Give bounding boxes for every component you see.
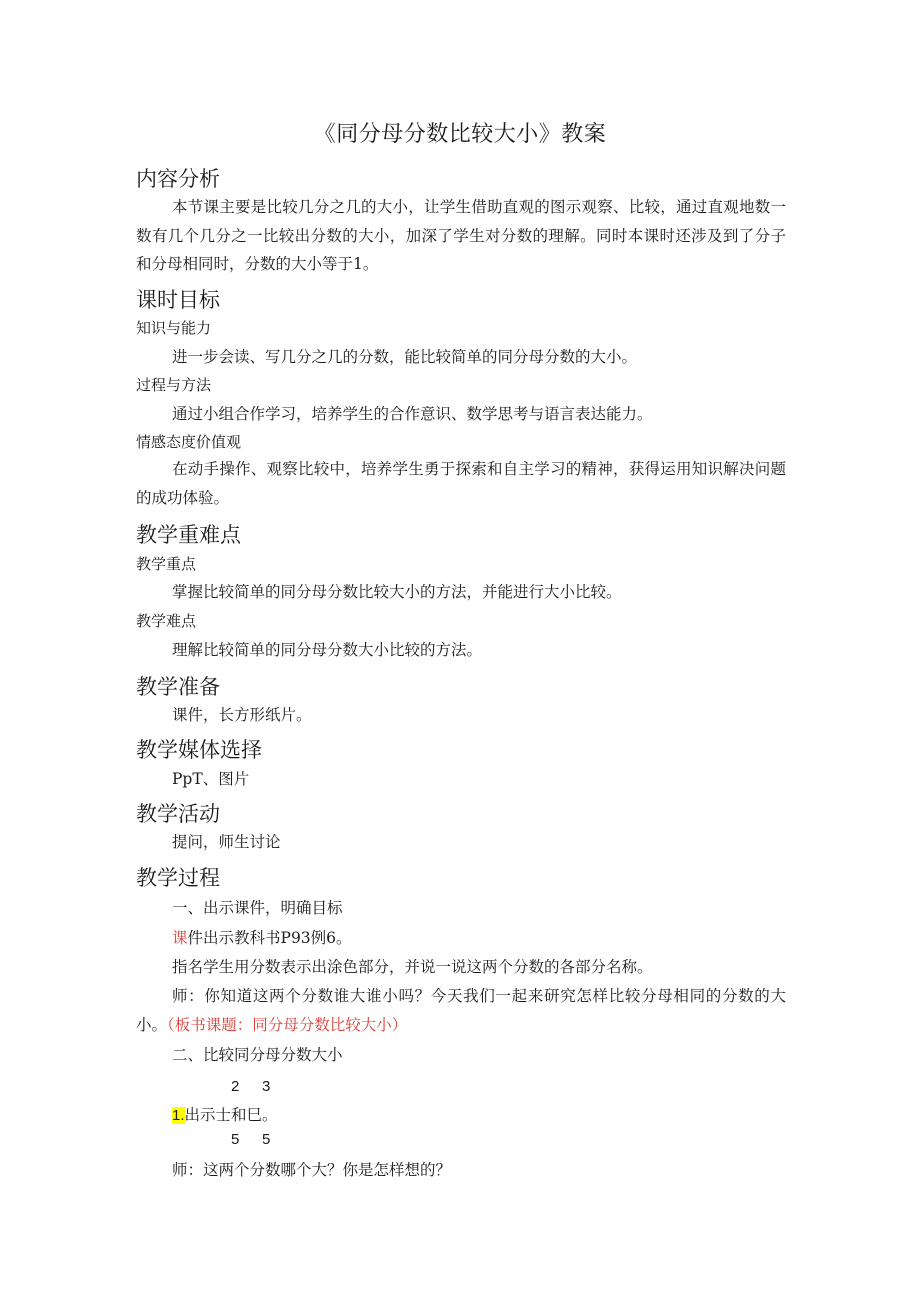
text-process-method: 通过小组合作学习，培养学生的合作意识、数学思考与语言表达能力。: [172, 405, 653, 423]
fraction-denominator-2: 5: [262, 1131, 271, 1148]
text-difficulty: 理解比较简单的同分母分数大小比较的方法。: [172, 641, 483, 659]
line-courseware-rest: 件出示教科书P93例6。: [187, 929, 352, 947]
fraction-numerator-1: 2: [231, 1078, 240, 1095]
heading-content-analysis: 内容分析: [136, 167, 220, 191]
label-focus: 教学重点: [136, 555, 197, 573]
fraction-denominator-1: 5: [231, 1131, 240, 1148]
heading-activity: 教学活动: [136, 802, 220, 826]
item-one-text: 出示士和巳。: [184, 1106, 278, 1124]
text-activity: 提问，师生讨论: [172, 833, 281, 851]
label-difficulty: 教学难点: [136, 612, 197, 630]
line-teacher-intro: [136, 982, 786, 1039]
heading-preparation: 教学准备: [136, 675, 220, 699]
page-title: 《同分母分数比较大小》教案: [313, 122, 607, 147]
label-emotion: 情感态度价值观: [136, 433, 242, 451]
step-two: 二、比较同分母分数大小: [172, 1046, 343, 1064]
heading-media: 教学媒体选择: [136, 738, 262, 762]
teacher-question: 师：这两个分数哪个大？你是怎样想的？: [172, 1161, 452, 1179]
fraction-numerator-2: 3: [262, 1078, 271, 1095]
text-emotion: 在动手操作、观察比较中，培养学生勇于探索和自主学习的精神，获得运用知识解决问题的成功体验。: [136, 460, 786, 507]
step-one: 一、出示课件，明确目标: [172, 899, 343, 917]
paragraph-content-analysis: 本节课主要是比较几分之几的大小，让学生借助直观的图示观察、比较，通过直观地数一数有几个几分之一比较出分数的大小，加深了学生对分数的理解。同时本课时还涉及到了分子和分母相同时，分数的大小等于1。: [136, 198, 786, 273]
board-title-note: （板书课题：同分母分数比较大小）: [167, 1015, 408, 1034]
label-process-method: 过程与方法: [136, 376, 212, 394]
teacher-intro-text: 师：你知道这两个分数谁大谁小吗？今天我们一起来研究怎样比较分母相同的分数的大小。: [136, 987, 786, 1034]
heading-key-points: 教学重难点: [136, 523, 241, 547]
text-knowledge: 进一步会读、写几分之几的分数，能比较简单的同分母分数的大小。: [172, 348, 638, 366]
item-one-number: 1.: [172, 1107, 185, 1124]
label-knowledge: 知识与能力: [136, 319, 212, 337]
item-one: [172, 1103, 278, 1125]
text-media: PpT、图片: [172, 770, 250, 788]
line-name-parts: 指名学生用分数表示出涂色部分，并说一说这两个分数的各部分名称。: [172, 958, 653, 976]
text-focus: 掌握比较简单的同分母分数比较大小的方法，并能进行大小比较。: [172, 583, 622, 601]
heading-objectives: 课时目标: [136, 288, 220, 312]
line-courseware: [172, 926, 352, 948]
heading-process: 教学过程: [136, 866, 220, 890]
text-preparation: 课件，长方形纸片。: [172, 706, 312, 724]
line-courseware-red: 课: [172, 929, 188, 947]
